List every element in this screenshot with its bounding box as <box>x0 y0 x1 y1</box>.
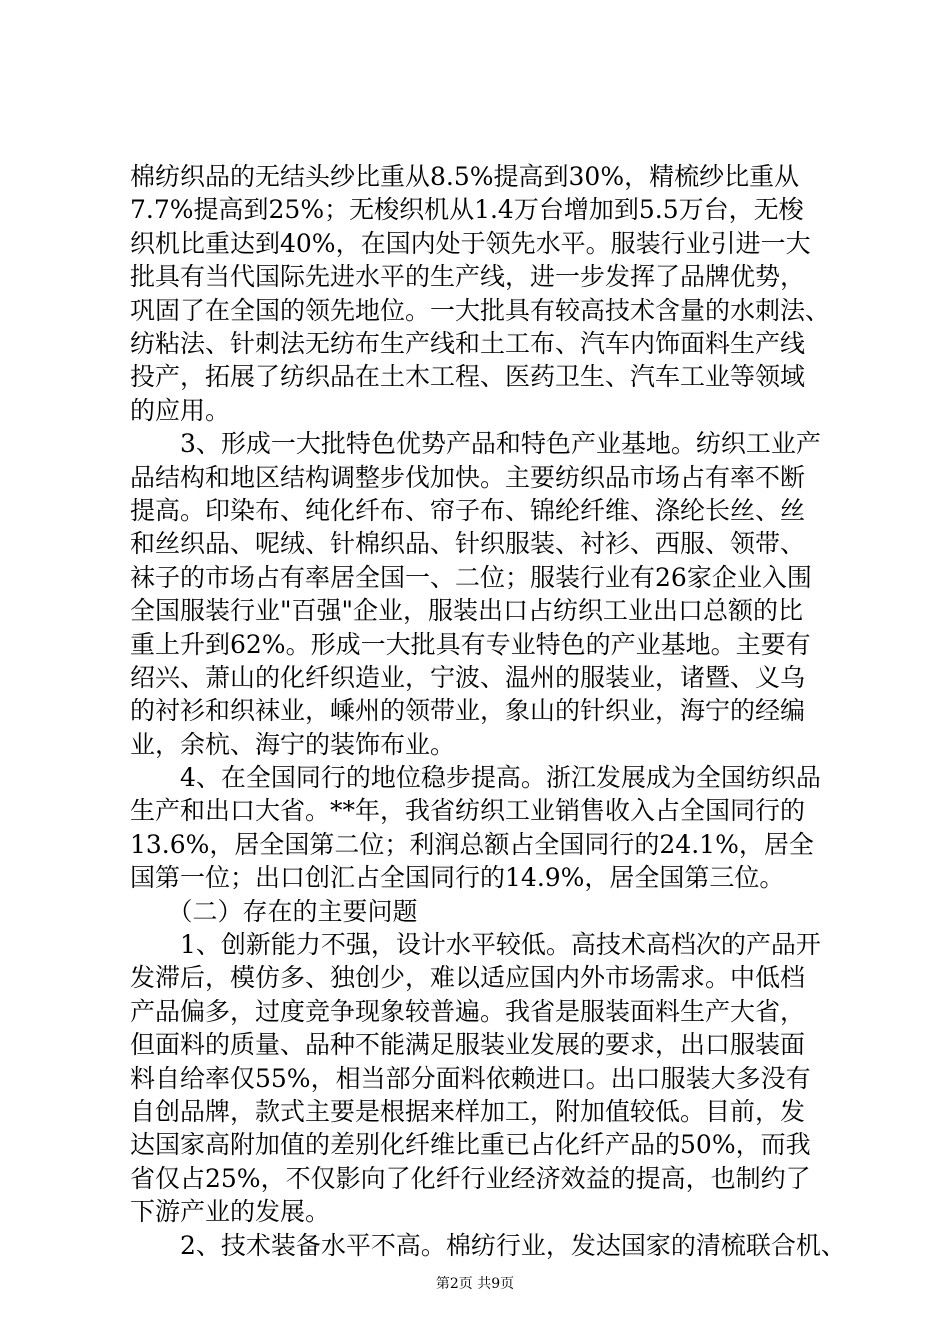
text-line: 料自给率仅55%，相当部分面料依赖进口。出口服装大多没有 <box>130 1064 811 1093</box>
text-line: 全国服装行业"百强"企业，服装出口占纺织工业出口总额的比 <box>130 596 804 625</box>
text-line: 的应用。 <box>130 396 231 425</box>
text-line: 袜子的市场占有率居全国一、二位；服装行业有26家企业入围 <box>130 563 812 592</box>
text-line: 投产，拓展了纺织品在土木工程、医药卫生、汽车工业等领域 <box>130 362 806 391</box>
page-footer: 第2页 共9页 <box>435 1276 515 1292</box>
text-line: 省仅占25%，不仅影向了化纤行业经济效益的提高，也制约了 <box>130 1164 811 1193</box>
text-line: 产品偏多，过度竞争现象较普遍。我省是服装面料生产大省， <box>130 997 806 1026</box>
text-line: 批具有当代国际先进水平的生产线，进一步发挥了品牌优势， <box>130 262 806 291</box>
text-line: 棉纺织品的无结头纱比重从8.5%提高到30%，精梳纱比重从 <box>130 162 800 191</box>
text-line: 生产和出口大省。**年，我省纺织工业销售收入占全国同行的 <box>130 796 806 825</box>
text-line: 2、技术装备水平不高。棉纺行业，发达国家的清梳联合机、 <box>130 1231 846 1260</box>
text-line: 自创品牌，款式主要是根据来样加工，附加值较低。目前，发 <box>130 1097 806 1126</box>
text-line: 达国家高附加值的差别化纤维比重已占化纤产品的50%，而我 <box>130 1130 811 1159</box>
text-line: 4、在全国同行的地位稳步提高。浙江发展成为全国纺织品 <box>130 763 821 792</box>
text-line: 国第一位；出口创汇占全国同行的14.9%，居全国第三位。 <box>130 863 785 892</box>
text-line: 织机比重达到40%，在国内处于领先水平。服装行业引进一大 <box>130 229 811 258</box>
text-line: 品结构和地区结构调整步伐加快。主要纺织品市场占有率不断 <box>130 463 806 492</box>
text-line: 提高。印染布、纯化纤布、帘子布、锦纶纤维、涤纶长丝、丝 <box>130 496 806 525</box>
text-line: 业，余杭、海宁的装饰布业。 <box>130 730 456 759</box>
text-line: 13.6%，居全国第二位；利润总额占全国同行的24.1%，居全 <box>130 830 814 859</box>
text-line: 但面料的质量、品种不能满足服装业发展的要求，出口服装面 <box>130 1030 806 1059</box>
text-line: 的衬衫和织袜业，嵊州的领带业，象山的针织业，海宁的经编 <box>130 696 806 725</box>
text-line: 纺粘法、针刺法无纺布生产线和土工布、汽车内饰面料生产线 <box>130 329 806 358</box>
text-line: 和丝织品、呢绒、针棉织品、针织服装、衬衫、西服、领带、 <box>130 529 806 558</box>
text-line: 3、形成一大批特色优势产品和特色产业基地。纺织工业产 <box>130 429 821 458</box>
section-heading: （二）存在的主要问题 <box>130 897 418 926</box>
text-line: 7.7%提高到25%；无梭织机从1.4万台增加到5.5万台，无梭 <box>130 195 804 224</box>
text-line: 下游产业的发展。 <box>130 1197 331 1226</box>
text-line: 1、创新能力不强，设计水平较低。高技术高档次的产品开 <box>130 930 821 959</box>
text-line: 绍兴、萧山的化纤织造业，宁波、温州的服装业，诸暨、义乌 <box>130 663 806 692</box>
text-line: 发滞后，模仿多、独创少，难以适应国内外市场需求。中低档 <box>130 963 806 992</box>
text-line: 巩固了在全国的领先地位。一大批具有较高技术含量的水刺法、 <box>130 296 831 325</box>
text-line: 重上升到62%。形成一大批具有专业特色的产业基地。主要有 <box>130 630 811 659</box>
